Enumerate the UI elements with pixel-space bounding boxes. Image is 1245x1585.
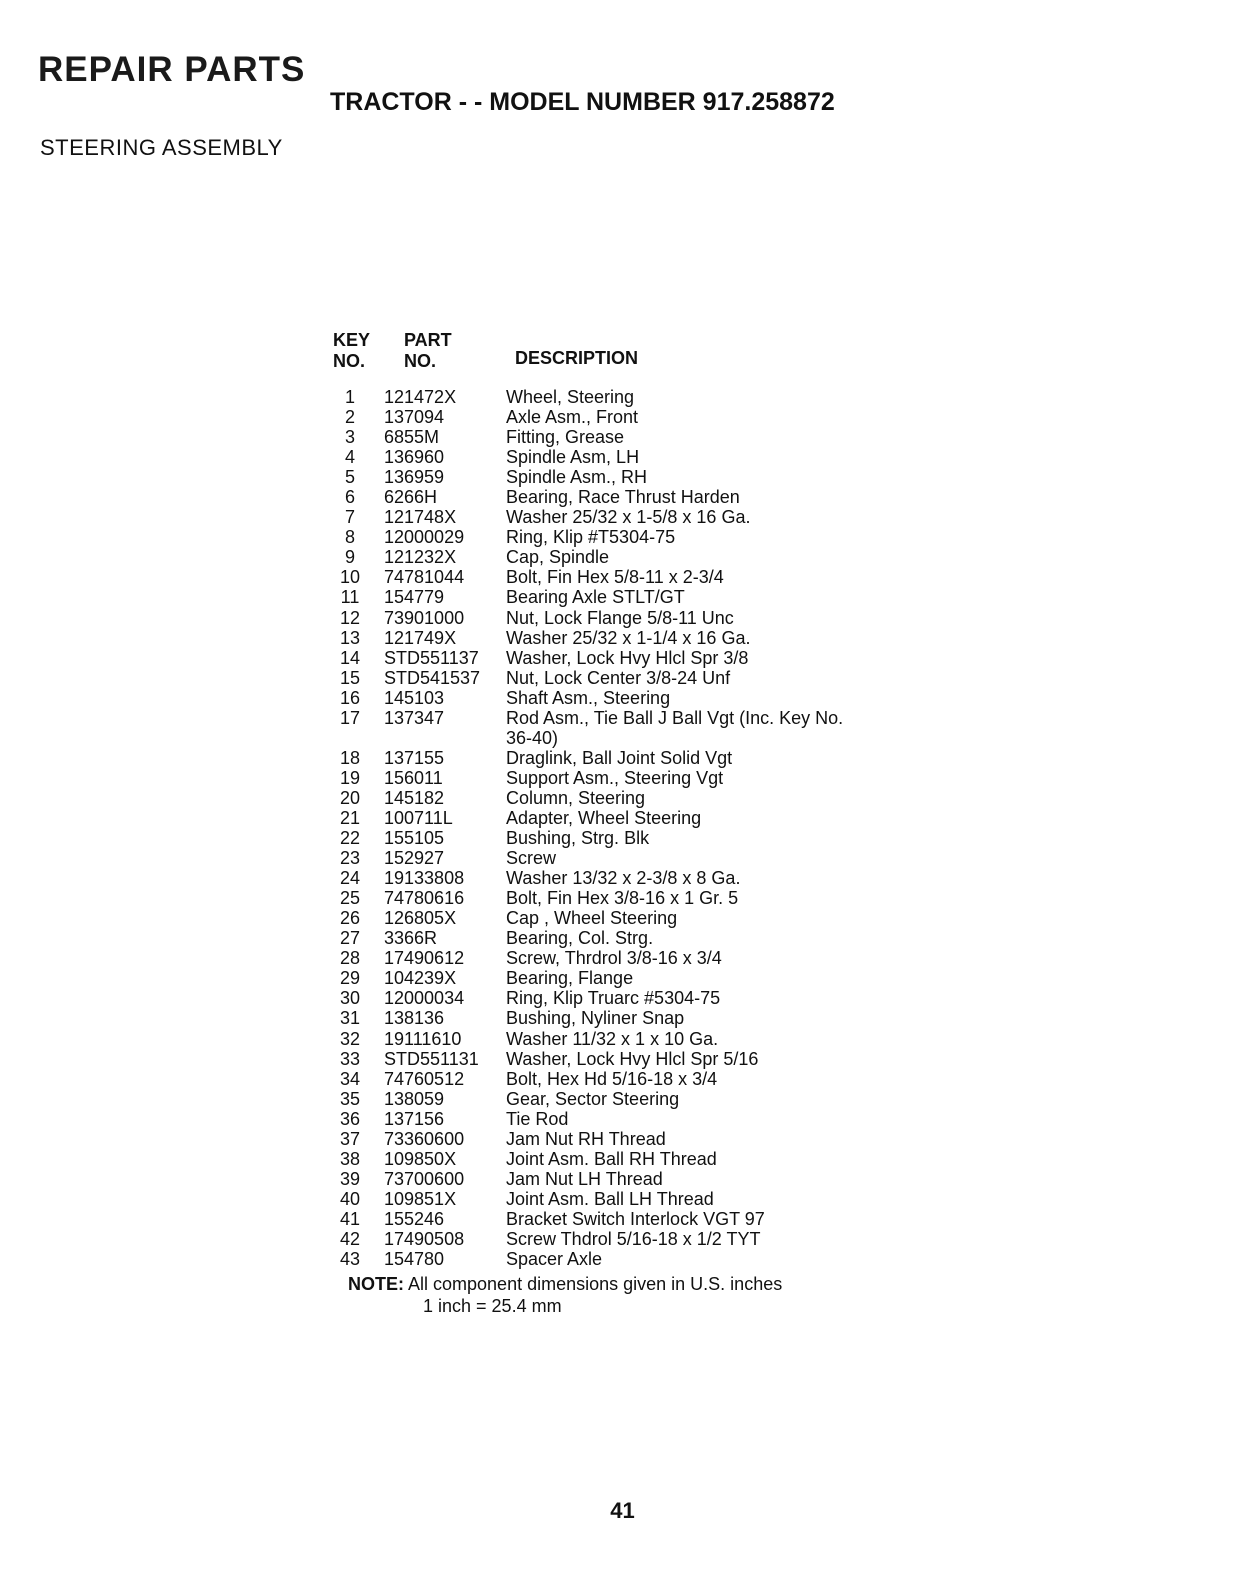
note-line-2: 1 inch = 25.4 mm	[423, 1296, 562, 1316]
table-row	[330, 668, 850, 688]
part-key-no: 17	[339, 707, 361, 728]
part-key-no: 27	[339, 928, 361, 949]
table-row	[330, 748, 850, 768]
part-key-no: 19	[339, 767, 361, 788]
part-description: Washer, Lock Hvy Hlcl Spr 3/8	[506, 647, 749, 668]
part-key-no: 7	[344, 507, 355, 528]
page-title: REPAIR PARTS	[38, 50, 306, 89]
part-number: 19111610	[384, 1028, 462, 1049]
part-number: 73901000	[384, 607, 465, 628]
part-number: 137155	[384, 747, 445, 768]
part-key-no: 3	[344, 427, 355, 448]
part-key-no: 33	[339, 1048, 361, 1069]
part-description: Joint Asm. Ball RH Thread	[506, 1148, 717, 1169]
part-number: 17490612	[384, 948, 465, 969]
part-description: Washer, Lock Hvy Hlcl Spr 5/16	[506, 1048, 759, 1069]
part-key-no: 5	[344, 467, 355, 488]
table-row	[330, 427, 850, 447]
part-number: 121748X	[384, 507, 457, 528]
part-key-no: 23	[339, 848, 361, 869]
parts-list	[330, 387, 850, 1269]
table-row	[330, 808, 850, 828]
part-number: 6855M	[384, 427, 440, 448]
part-description: Ring, Klip Truarc #5304-75	[506, 988, 721, 1009]
part-number: 17490508	[384, 1228, 465, 1249]
model-heading: TRACTOR - - MODEL NUMBER 917.258872	[330, 88, 835, 116]
part-key-no: 1	[344, 387, 355, 407]
part-description: Nut, Lock Center 3/8-24 Unf	[506, 667, 731, 688]
part-key-no: 21	[339, 807, 361, 828]
part-number: 145103	[384, 687, 445, 708]
column-header-part-no	[404, 330, 452, 372]
part-key-no: 11	[340, 587, 360, 608]
part-description: Washer 11/32 x 1 x 10 Ga.	[506, 1028, 719, 1049]
table-row	[330, 1129, 850, 1149]
column-header-part-line1: PART	[404, 330, 452, 350]
column-header-key-no	[333, 330, 370, 372]
part-description: Spindle Asm., RH	[506, 467, 648, 488]
page-number: 41	[610, 1498, 635, 1523]
part-number: 6266H	[384, 487, 438, 508]
table-row	[330, 648, 850, 668]
part-key-no: 24	[339, 868, 361, 889]
part-description: Washer 25/32 x 1-1/4 x 16 Ga.	[506, 627, 751, 648]
part-number: 156011	[384, 767, 443, 788]
part-key-no: 39	[339, 1168, 361, 1189]
table-row	[330, 527, 850, 547]
part-description: Bushing, Nyliner Snap	[506, 1008, 685, 1029]
part-description: Nut, Lock Flange 5/8-11 Unc	[506, 607, 734, 628]
part-key-no: 8	[344, 527, 355, 548]
table-row	[330, 447, 850, 467]
part-number: 137094	[384, 407, 445, 428]
part-number: 74781044	[384, 567, 465, 588]
table-row	[330, 908, 850, 928]
note-block	[348, 1273, 782, 1317]
table-row	[330, 1209, 850, 1229]
part-key-no: 12	[339, 607, 361, 628]
part-description: Shaft Asm., Steering	[506, 687, 671, 708]
part-description: Support Asm., Steering Vgt	[506, 767, 724, 788]
part-key-no: 16	[339, 687, 361, 708]
part-key-no: 34	[339, 1068, 361, 1089]
part-key-no: 4	[344, 447, 355, 468]
part-key-no: 6	[344, 487, 355, 508]
column-header-key-line1: KEY	[333, 330, 371, 350]
part-description: Spindle Asm, LH	[506, 447, 640, 468]
part-number: 145182	[384, 787, 445, 808]
part-number: 154779	[384, 587, 445, 608]
part-description: Cap, Spindle	[506, 547, 610, 568]
part-number: 152927	[384, 848, 445, 869]
table-row	[330, 788, 850, 808]
table-row	[330, 1029, 850, 1049]
part-number: 3366R	[384, 928, 438, 949]
table-row	[330, 1109, 850, 1129]
part-key-no: 31	[339, 1008, 361, 1029]
part-key-no: 43	[339, 1249, 361, 1270]
part-description: Wheel, Steering	[506, 387, 635, 407]
part-description: Bracket Switch Interlock VGT 97	[506, 1208, 765, 1229]
column-header-part-line2: NO.	[404, 351, 437, 371]
part-key-no: 36	[339, 1108, 361, 1129]
part-number: 104239X	[384, 968, 457, 989]
part-number: 100711L	[384, 807, 453, 828]
part-number: 136960	[384, 447, 445, 468]
part-number: 155246	[384, 1208, 445, 1229]
part-number: 74760512	[384, 1068, 465, 1089]
part-number: 154780	[384, 1249, 445, 1270]
table-row	[330, 1049, 850, 1069]
part-description: Washer 13/32 x 2-3/8 x 8 Ga.	[506, 868, 741, 889]
part-number: 109850X	[384, 1148, 457, 1169]
table-row	[330, 1149, 850, 1169]
part-description: Bearing Axle STLT/GT	[506, 587, 685, 608]
part-number: 109851X	[384, 1188, 457, 1209]
part-number: 136959	[384, 467, 445, 488]
section-heading: STEERING ASSEMBLY	[40, 135, 283, 160]
table-row	[330, 888, 850, 908]
part-key-no: 35	[339, 1088, 361, 1109]
table-row	[330, 467, 850, 487]
table-row	[330, 848, 850, 868]
part-key-no: 14	[339, 647, 361, 668]
table-row	[330, 608, 850, 628]
part-key-no: 13	[339, 627, 361, 648]
part-key-no: 30	[339, 988, 361, 1009]
part-description: Washer 25/32 x 1-5/8 x 16 Ga.	[506, 507, 751, 528]
part-description: Bolt, Hex Hd 5/16-18 x 3/4	[506, 1068, 718, 1089]
part-number: STD551131	[384, 1048, 479, 1069]
note-line-1: All component dimensions given in U.S. inches	[408, 1274, 783, 1294]
table-row	[330, 688, 850, 708]
part-number: STD541537	[384, 667, 481, 688]
part-description: Adapter, Wheel Steering	[506, 807, 702, 828]
part-description: Gear, Sector Steering	[506, 1088, 680, 1109]
part-description: Bolt, Fin Hex 3/8-16 x 1 Gr. 5	[506, 888, 739, 909]
table-row	[330, 487, 850, 507]
column-header-key-line2: NO.	[333, 351, 366, 371]
part-key-no: 2	[344, 407, 355, 428]
part-description: Bushing, Strg. Blk	[506, 828, 650, 849]
table-row	[330, 1008, 850, 1028]
table-row	[330, 968, 850, 988]
part-description: Screw	[506, 848, 557, 869]
part-key-no: 9	[344, 547, 355, 568]
part-key-no: 28	[339, 948, 361, 969]
part-description: Axle Asm., Front	[506, 407, 639, 428]
table-row	[330, 948, 850, 968]
part-description: Screw, Thrdrol 3/8-16 x 3/4	[506, 948, 722, 969]
part-number: 137347	[384, 707, 445, 728]
part-key-no: 42	[339, 1228, 361, 1249]
column-header-description: DESCRIPTION	[515, 348, 639, 368]
part-description: Tie Rod	[506, 1108, 569, 1129]
part-number: 73360600	[384, 1128, 465, 1149]
part-key-no: 15	[339, 667, 361, 688]
part-description: Spacer Axle	[506, 1249, 603, 1270]
part-description: Draglink, Ball Joint Solid Vgt	[506, 747, 733, 768]
table-row	[330, 1229, 850, 1249]
part-description: Bolt, Fin Hex 5/8-11 x 2-3/4	[506, 567, 724, 588]
part-key-no: 32	[339, 1028, 361, 1049]
part-key-no: 10	[339, 567, 361, 588]
note-label: NOTE:	[348, 1274, 404, 1294]
part-number: 121472X	[384, 387, 457, 407]
part-description: Screw Thdrol 5/16-18 x 1/2 TYT	[506, 1228, 761, 1249]
table-row	[330, 1189, 850, 1209]
part-description: Jam Nut RH Thread	[506, 1128, 666, 1149]
part-number: 19133808	[384, 868, 465, 889]
part-description: Cap , Wheel Steering	[506, 908, 678, 929]
part-key-no: 22	[339, 828, 361, 849]
part-description: Bearing, Race Thrust Harden	[506, 487, 740, 508]
table-row	[330, 507, 850, 527]
table-row	[330, 1249, 850, 1269]
table-row	[330, 628, 850, 648]
part-description: Bearing, Flange	[506, 968, 634, 989]
part-number: 138059	[384, 1088, 445, 1109]
part-number: 12000029	[384, 527, 465, 548]
table-row	[330, 1069, 850, 1089]
table-row	[330, 928, 850, 948]
table-row	[330, 547, 850, 567]
part-key-no: 26	[339, 908, 361, 929]
part-description: Jam Nut LH Thread	[506, 1168, 663, 1189]
part-number: 155105	[384, 828, 445, 849]
table-row	[330, 708, 850, 748]
part-number: 121749X	[384, 627, 457, 648]
part-key-no: 40	[339, 1188, 361, 1209]
part-number: 137156	[384, 1108, 445, 1129]
part-description: Rod Asm., Tie Ball J Ball Vgt (Inc. Key No. 36-40)	[506, 707, 844, 748]
part-number: STD551137	[384, 647, 479, 668]
part-key-no: 37	[339, 1128, 361, 1149]
part-number: 126805X	[384, 908, 457, 929]
part-description: Joint Asm. Ball LH Thread	[506, 1188, 714, 1209]
table-row	[330, 768, 850, 788]
table-row	[330, 1169, 850, 1189]
table-row	[330, 868, 850, 888]
part-number: 138136	[384, 1008, 445, 1029]
table-row	[330, 387, 850, 407]
part-number: 12000034	[384, 988, 465, 1009]
table-row	[330, 567, 850, 587]
table-row	[330, 587, 850, 607]
part-number: 74780616	[384, 888, 465, 909]
part-description: Fitting, Grease	[506, 427, 625, 448]
part-number: 121232X	[384, 547, 457, 568]
part-key-no: 20	[339, 787, 361, 808]
part-key-no: 41	[339, 1208, 361, 1229]
part-description: Bearing, Col. Strg.	[506, 928, 654, 949]
part-description: Column, Steering	[506, 787, 646, 808]
part-key-no: 38	[339, 1148, 361, 1169]
part-number: 73700600	[384, 1168, 465, 1189]
part-key-no: 29	[339, 968, 361, 989]
part-key-no: 18	[339, 747, 361, 768]
table-row	[330, 1089, 850, 1109]
part-description: Ring, Klip #T5304-75	[506, 527, 676, 548]
table-row	[330, 988, 850, 1008]
table-row	[330, 828, 850, 848]
part-key-no: 25	[339, 888, 361, 909]
table-row	[330, 407, 850, 427]
